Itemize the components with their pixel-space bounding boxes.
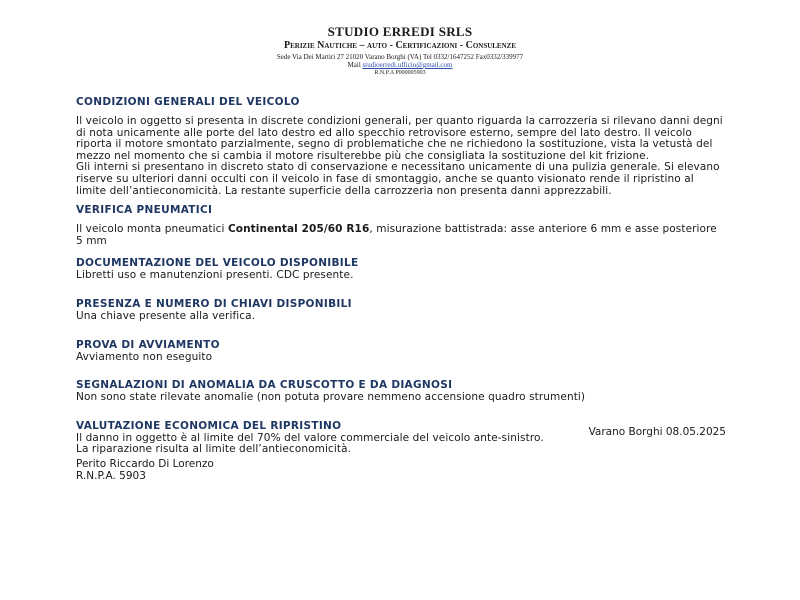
signer-name: Perito Riccardo Di Lorenzo bbox=[76, 458, 214, 470]
company-services: Perizie Nautiche – auto - Certificazioni - Consulenze bbox=[284, 40, 516, 51]
condizioni-paragraph-2: Gli interni si presentano in discreto stato di conservazione e necessitano unicamente di una pulizia generale. Si elevano riserve su ulteriori danni occulti con il veicolo in fase di smontaggio, anche se quanto visionato rende il ripristino al limite dell’antieconomicità. La restante superficie della carrozzeria non presenta danni apprezzabili. bbox=[76, 161, 720, 197]
anomalie-text: Non sono state rilevate anomalie (non potuta provare nemmeno accensione quadro strumenti) bbox=[76, 391, 586, 404]
mail-link[interactable]: studioerredi.ufficio@gmail.com bbox=[362, 61, 453, 69]
signature-block bbox=[76, 458, 214, 482]
section-title-condizioni: CONDIZIONI GENERALI DEL VEICOLO bbox=[76, 96, 300, 108]
pneumatici-text-pre: Il veicolo monta pneumatici bbox=[76, 223, 228, 236]
section-title-pneumatici: VERIFICA PNEUMATICI bbox=[76, 204, 213, 217]
signer-rnpa: R.N.P.A. 5903 bbox=[76, 470, 146, 482]
section-title-valutazione: VALUTAZIONE ECONOMICA DEL RIPRISTINO bbox=[76, 419, 342, 432]
section-title-documentazione: DOCUMENTAZIONE DEL VEICOLO DISPONIBILE bbox=[76, 257, 359, 270]
documentazione-text: Libretti uso e manutenzioni presenti. CDC presente. bbox=[76, 269, 354, 282]
section-title-chiavi: PRESENZA E NUMERO DI CHIAVI DISPONIBILI bbox=[76, 297, 352, 310]
section-title-anomalie: SEGNALAZIONI DI ANOMALIA DA CRUSCOTTO E DA DIAGNOSI bbox=[76, 379, 453, 392]
avviamento-text: Avviamento non eseguito bbox=[76, 350, 213, 363]
place-date: Varano Borghi 08.05.2025 bbox=[588, 426, 726, 438]
condizioni-paragraph-1: Il veicolo in oggetto si presenta in discrete condizioni generali, per quanto riguarda la carrozzeria si rilevano danni degni di nota unicamente alle porte del lato destro ed allo specchio retrovisore esterno, sempre del lato destro. Il veicolo riporta il motore smontato parzialmente, segno di problematiche che ne richiedono la sostituzione, vista la vetustà del mezzo nel momento che si cambia il motore risulterebbe più che consigliata la sostituzione del kit frizione. bbox=[76, 115, 723, 162]
mail-label: Mail bbox=[347, 61, 361, 69]
pneumatici-text-post: , misurazione battistrada: asse anteriore 6 mm e asse posteriore 5 mm bbox=[76, 223, 717, 247]
company-mail-line bbox=[0, 61, 800, 69]
company-name: STUDIO ERREDI SRLS bbox=[327, 24, 473, 39]
pneumatici-brand: Continental 205/60 R16 bbox=[227, 223, 370, 236]
letterhead bbox=[0, 24, 800, 77]
pneumatici-paragraph bbox=[76, 224, 726, 247]
report-body bbox=[76, 96, 726, 456]
valutazione-paragraph-1: Il danno in oggetto è al limite del 70% del valore commerciale del veicolo ante-sinistro. bbox=[76, 431, 544, 444]
section-title-avviamento: PROVA DI AVVIAMENTO bbox=[76, 338, 220, 351]
chiavi-text: Una chiave presente alla verifica. bbox=[76, 309, 256, 322]
company-rnpa: R.N.P.A P000005903 bbox=[374, 70, 426, 76]
valutazione-paragraph-2: La riparazione risulta al limite dell’antieconomicità. bbox=[76, 443, 352, 456]
company-address: Sede Via Dei Martiri 27 21020 Varano Borghi (VA) Tel 0332/1647252 Fax0332/339977 bbox=[276, 53, 524, 61]
